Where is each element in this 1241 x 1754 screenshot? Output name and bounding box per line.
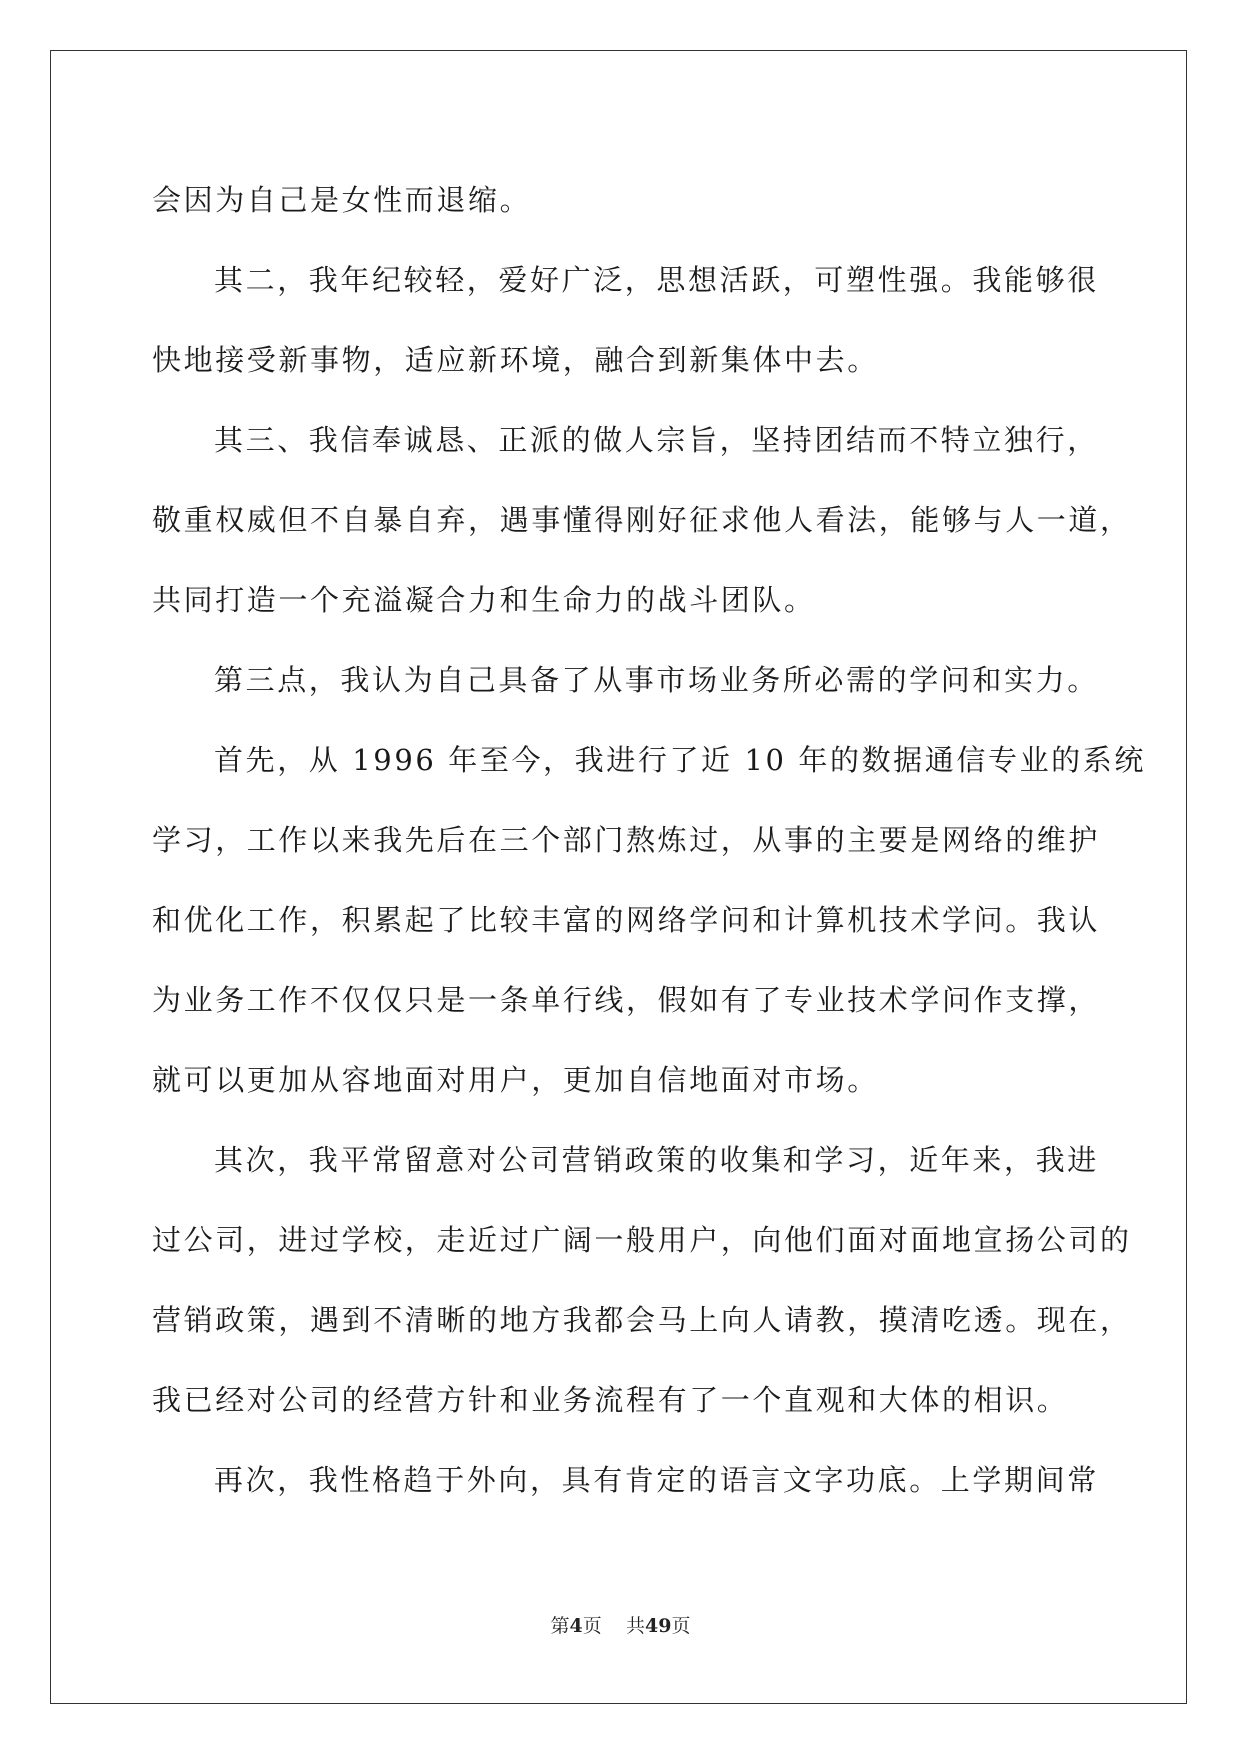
page-suffix: 页 bbox=[582, 1615, 602, 1637]
text-line: 其二，我年纪较轻，爱好广泛，思想活跃，可塑性强。我能够很 bbox=[214, 263, 1099, 297]
text-line: 快地接受新事物，适应新环境，融合到新集体中去。 bbox=[152, 343, 879, 377]
text-line: 其三、我信奉诚恳、正派的做人宗旨，坚持团结而不特立独行， bbox=[214, 423, 1099, 457]
text-line: 共同打造一个充溢凝合力和生命力的战斗团队。 bbox=[152, 583, 816, 617]
text-line: 学习，工作以来我先后在三个部门熬炼过，从事的主要是网络的维护 bbox=[152, 823, 1101, 857]
text-line: 其次，我平常留意对公司营销政策的收集和学习，近年来，我进 bbox=[214, 1143, 1099, 1177]
text-line: 和优化工作，积累起了比较丰富的网络学问和计算机技术学问。我认 bbox=[152, 903, 1101, 937]
text-line: 敬重权威但不自暴自弃，遇事懂得刚好征求他人看法，能够与人一道， bbox=[152, 503, 1132, 537]
text-line: 为业务工作不仅仅只是一条单行线，假如有了专业技术学问作支撑， bbox=[152, 983, 1101, 1017]
page-total: 49 bbox=[644, 1615, 672, 1637]
total-suffix: 页 bbox=[671, 1615, 691, 1637]
page-footer bbox=[0, 1611, 1241, 1638]
text-line: 过公司，进过学校，走近过广阔一般用户，向他们面对面地宣扬公司的 bbox=[152, 1223, 1132, 1257]
total-prefix: 共 bbox=[625, 1615, 645, 1637]
text-line: 营销政策，遇到不清晰的地方我都会马上向人请教，摸清吃透。现在， bbox=[152, 1303, 1132, 1337]
document-body bbox=[152, 160, 1146, 1520]
text-line: 会因为自己是女性而退缩。 bbox=[152, 183, 532, 217]
text-line: 再次，我性格趋于外向，具有肯定的语言文字功底。上学期间常 bbox=[214, 1463, 1099, 1497]
text-line: 就可以更加从容地面对用户，更加自信地面对市场。 bbox=[152, 1063, 879, 1097]
page-prefix: 第 bbox=[550, 1615, 570, 1637]
text-line: 第三点，我认为自己具备了从事市场业务所必需的学问和实力。 bbox=[214, 663, 1099, 697]
text-line: 首先，从 1996 年至今，我进行了近 10 年的数据通信专业的系统 bbox=[214, 743, 1146, 777]
page-current: 4 bbox=[569, 1615, 583, 1637]
text-line: 我已经对公司的经营方针和业务流程有了一个直观和大体的相识。 bbox=[152, 1383, 1069, 1417]
